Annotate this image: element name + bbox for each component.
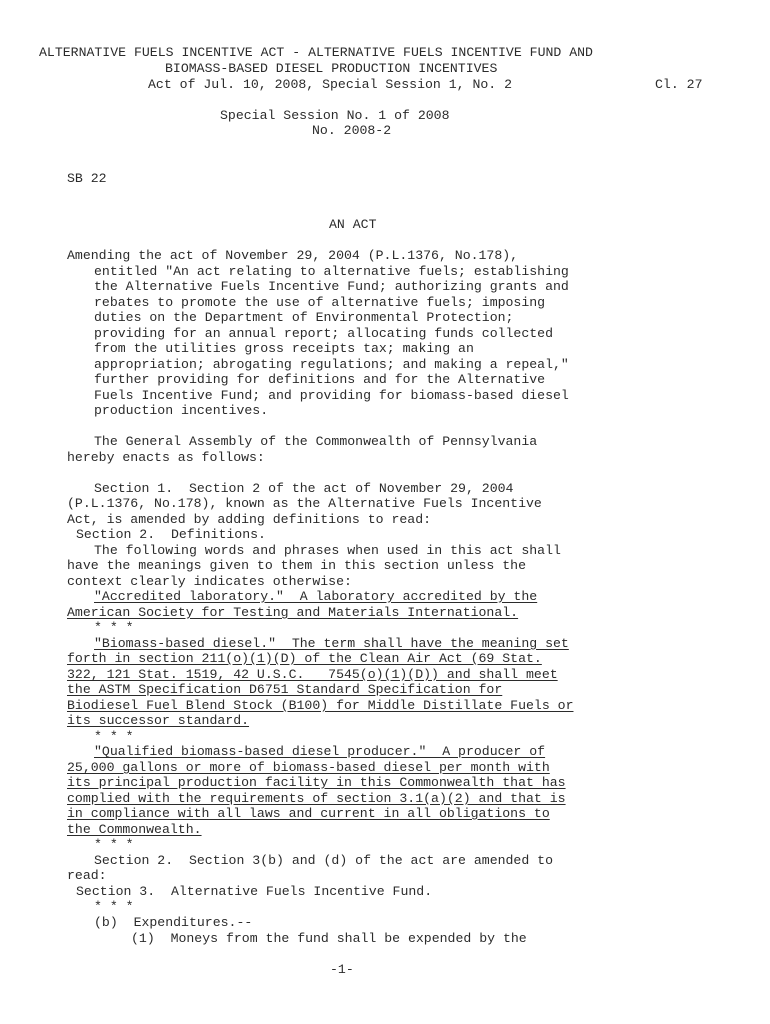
definition-biomass-based-diesel-line: "Biomass-based diesel." The term shall have the meaning set bbox=[94, 636, 569, 651]
title-paragraph-line: Amending the act of November 29, 2004 (P.L.1376, No.178), bbox=[67, 248, 519, 263]
enacting-clause-line: The General Assembly of the Commonwealth of Pennsylvania bbox=[94, 434, 538, 449]
title-paragraph-line: appropriation; abrogating regulations; and making a repeal," bbox=[94, 357, 569, 372]
enacting-clause-line: hereby enacts as follows: bbox=[67, 450, 265, 465]
definitions-intro-line: The following words and phrases when used in this act shall bbox=[94, 543, 561, 558]
definition-biomass-based-diesel-line: the ASTM Specification D6751 Standard Specification for bbox=[67, 682, 503, 697]
definition-accredited-laboratory-line: American Society for Testing and Materials International. bbox=[67, 605, 519, 620]
document-title-line-2: BIOMASS-BASED DIESEL PRODUCTION INCENTIVES bbox=[165, 61, 498, 76]
definition-biomass-based-diesel-line: Biodiesel Fuel Blend Stock (B100) for Middle Distillate Fuels or bbox=[67, 698, 574, 713]
subsection-b1-line: (1) Moneys from the fund shall be expended by the bbox=[131, 931, 527, 946]
section-1-line: (P.L.1376, No.178), known as the Alternative Fuels Incentive bbox=[67, 496, 542, 511]
definition-qualified-producer-line: the Commonwealth. bbox=[67, 822, 202, 837]
section-1-line: Act, is amended by adding definitions to read: bbox=[67, 512, 432, 527]
section-2-amendment-line: Section 2. Section 3(b) and (d) of the act are amended to bbox=[94, 853, 553, 868]
title-paragraph-line: production incentives. bbox=[94, 403, 269, 418]
bill-number: SB 22 bbox=[67, 171, 107, 186]
subsection-b-heading: (b) Expenditures.-- bbox=[94, 915, 253, 930]
section-2-heading: Section 2. Definitions. bbox=[76, 527, 266, 542]
section-2-amendment-line: read: bbox=[67, 868, 107, 883]
definition-qualified-producer-line: in compliance with all laws and current in all obligations to bbox=[67, 806, 550, 821]
omission-marker: * * * bbox=[94, 620, 134, 635]
definitions-intro-line: have the meanings given to them in this section unless the bbox=[67, 558, 526, 573]
definition-accredited-laboratory-line: "Accredited laboratory." A laboratory accredited by the bbox=[94, 589, 538, 604]
definition-biomass-based-diesel-line: forth in section 211(o)(1)(D) of the Clean Air Act (69 Stat. bbox=[67, 651, 542, 666]
page-number: -1- bbox=[330, 962, 354, 977]
title-paragraph-line: Fuels Incentive Fund; and providing for biomass-based diesel bbox=[94, 388, 569, 403]
section-3-heading: Section 3. Alternative Fuels Incentive Fund. bbox=[76, 884, 433, 899]
definition-qualified-producer-line: "Qualified biomass-based diesel producer." A producer of bbox=[94, 744, 546, 759]
section-1-line: Section 1. Section 2 of the act of November 29, 2004 bbox=[94, 481, 514, 496]
title-paragraph-line: the Alternative Fuels Incentive Fund; authorizing grants and bbox=[94, 279, 569, 294]
omission-marker: * * * bbox=[94, 837, 134, 852]
session-label: Special Session No. 1 of 2008 bbox=[220, 108, 450, 123]
class-code: Cl. 27 bbox=[655, 77, 703, 92]
definitions-intro-line: context clearly indicates otherwise: bbox=[67, 574, 352, 589]
definition-biomass-based-diesel-line: its successor standard. bbox=[67, 713, 250, 728]
definition-biomass-based-diesel-line: 322, 121 Stat. 1519, 42 U.S.C. 7545(o)(1)(D)) and shall meet bbox=[67, 667, 558, 682]
omission-marker: * * * bbox=[94, 899, 134, 914]
title-paragraph-line: rebates to promote the use of alternative fuels; imposing bbox=[94, 295, 546, 310]
document-title-line-1: ALTERNATIVE FUELS INCENTIVE ACT - ALTERNATIVE FUELS INCENTIVE FUND AND bbox=[39, 45, 593, 60]
definition-qualified-producer-line: 25,000 gallons or more of biomass-based diesel per month with bbox=[67, 760, 550, 775]
title-paragraph-line: from the utilities gross receipts tax; making an bbox=[94, 341, 474, 356]
omission-marker: * * * bbox=[94, 729, 134, 744]
title-paragraph-line: entitled "An act relating to alternative fuels; establishing bbox=[94, 264, 569, 279]
definition-qualified-producer-line: complied with the requirements of section 3.1(a)(2) and that is bbox=[67, 791, 566, 806]
title-paragraph-line: providing for an annual report; allocating funds collected bbox=[94, 326, 553, 341]
title-paragraph-line: further providing for definitions and for the Alternative bbox=[94, 372, 546, 387]
act-heading: AN ACT bbox=[329, 217, 377, 232]
definition-qualified-producer-line: its principal production facility in this Commonwealth that has bbox=[67, 775, 566, 790]
session-number: No. 2008-2 bbox=[312, 123, 392, 138]
title-paragraph-line: duties on the Department of Environmental Protection; bbox=[94, 310, 514, 325]
act-citation: Act of Jul. 10, 2008, Special Session 1, No. 2 bbox=[148, 77, 513, 92]
